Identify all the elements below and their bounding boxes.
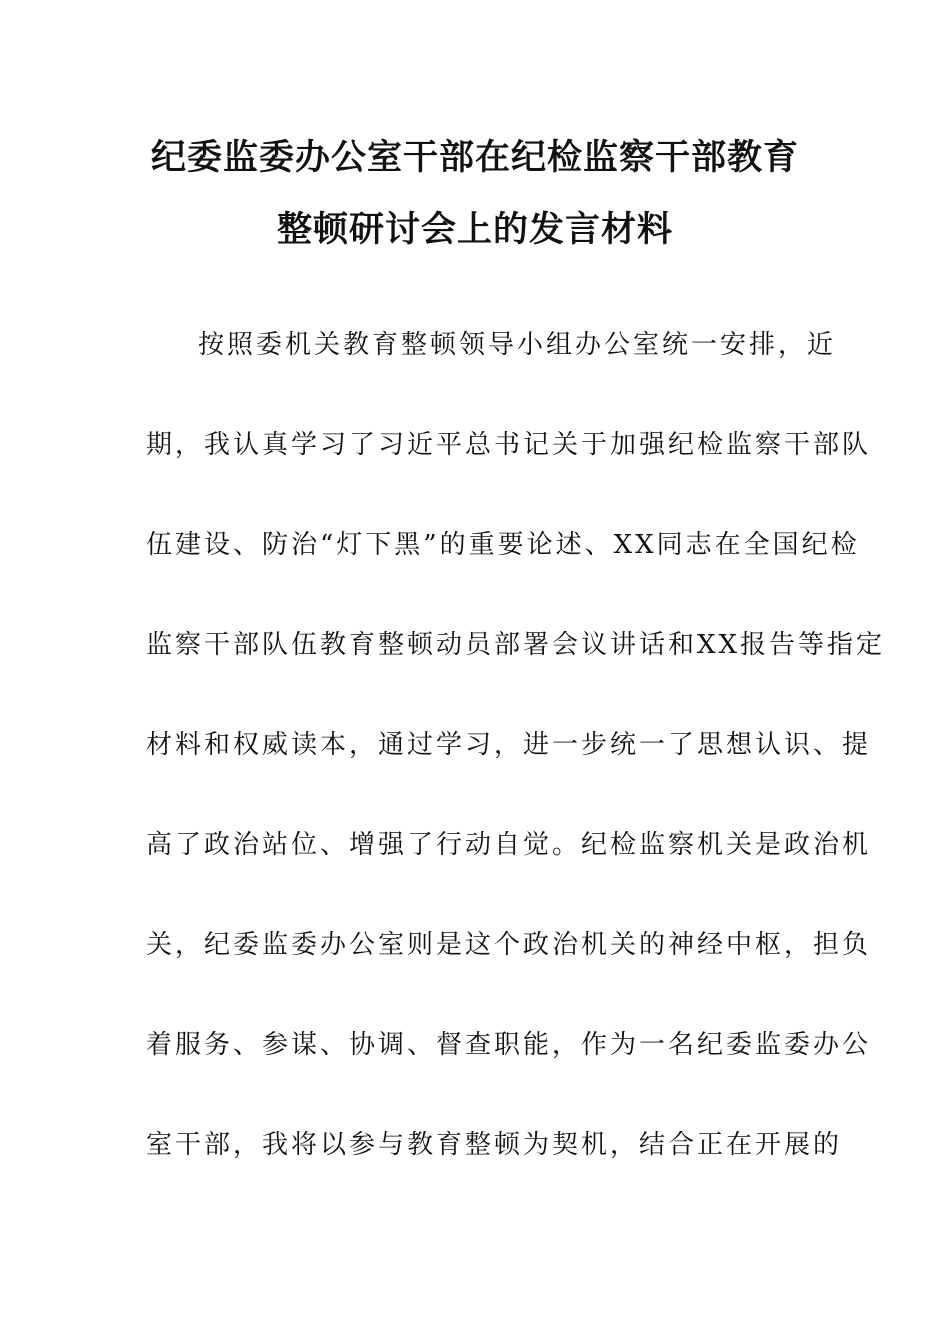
paragraph-line-4: 监察干部队伍教育整顿动员部署会议讲话和XX报告等指定 [146,630,886,660]
paragraph-line-9: 室干部，我将以参与教育整顿为契机，结合正在开展的 [146,1130,843,1160]
paragraph-line-2: 期，我认真学习了习近平总书记关于加强纪检监察干部队 [146,430,872,460]
paragraph-line-3: 伍建设、防治“灯下黑”的重要论述、XX同志在全国纪检 [146,530,860,560]
paragraph-line-7: 关，纪委监委办公室则是这个政治机关的神经中枢，担负 [146,930,872,960]
paragraph-line-1: 按照委机关教育整顿领导小组办公室统一安排，近 [198,330,837,360]
paragraph-line-8: 着服务、参谋、协调、督查职能，作为一名纪委监委办公 [146,1030,872,1060]
paragraph-line-5: 材料和权威读本，通过学习，进一步统一了思想认识、提 [146,730,872,760]
document-title-line-2: 整顿研讨会上的发言材料 [276,210,673,250]
paragraph-line-6: 高了政治站位、增强了行动自觉。纪检监察机关是政治机 [146,830,872,860]
document-title-line-1: 纪委监委办公室干部在纪检监察干部教育 [150,138,799,178]
